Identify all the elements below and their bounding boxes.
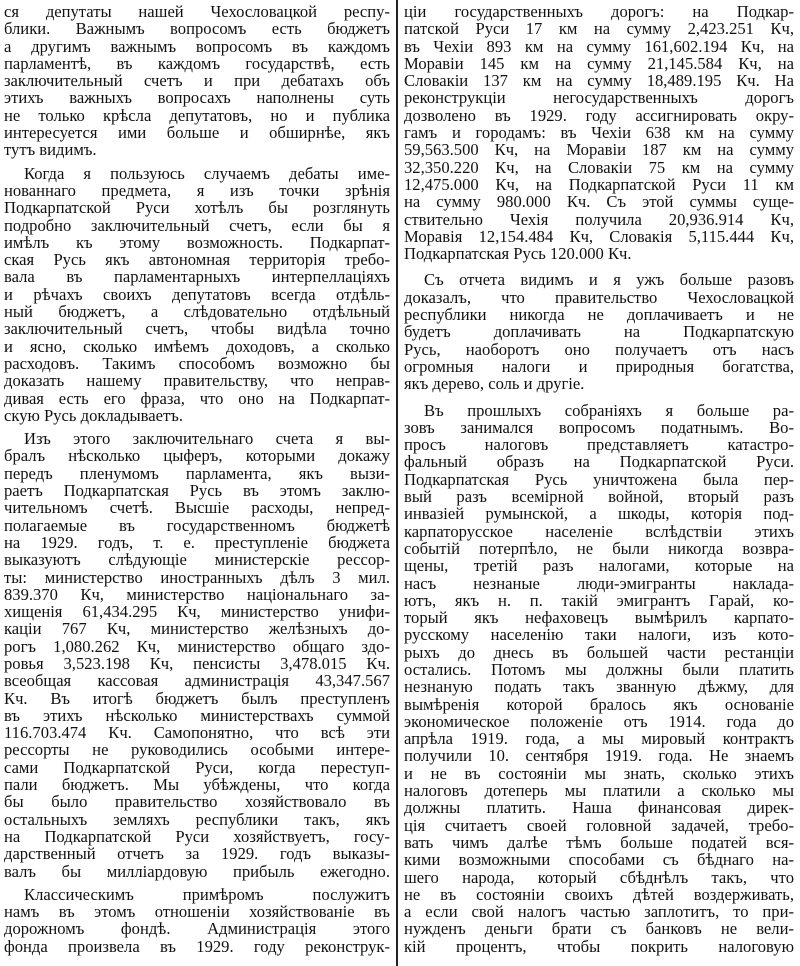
text-line: на 1929. годъ, т. е. преступленіе бюджета xyxy=(4,532,390,552)
text-line: дивая есть его фраза, что оно на Подкарпат- xyxy=(4,388,390,408)
text-line: незнаную подать такъ званную дѣжму, для xyxy=(404,677,794,697)
text-line: 839.370 Кч, министерство національнаго за- xyxy=(4,584,390,604)
text-line: заключительный счетъ, чтобы видѣла точно xyxy=(4,319,390,339)
text-line: ствительно Чехія получила 20,936.914 Кч, xyxy=(404,209,794,229)
text-line: Подкарпатская Русь 120.000 Кч. xyxy=(404,244,632,264)
text-line: на Подкарпатской Руси хозяйствуетъ, госу- xyxy=(4,826,390,846)
text-line: Моравіи 145 км на сумму 21,145.584 Кч, на xyxy=(404,53,794,73)
text-line: инвазіей румынской, а шкоды, которія под- xyxy=(404,504,794,524)
text-line: фонда произвела въ 1929. году реконструк- xyxy=(4,936,390,956)
text-line: парламентѣ, въ каждомъ государствѣ, есть xyxy=(4,53,390,73)
paragraph xyxy=(4,886,390,955)
text-line: передъ пленумомъ парламента, якъ вызи- xyxy=(4,463,390,483)
text-line: не только крѣсла депутатовъ, но и публика xyxy=(4,105,390,125)
text-line: хищенія 61,434.295 Кч, министерство унифи- xyxy=(4,602,390,622)
text-line: расходовъ. Такимъ способомъ возможно бы xyxy=(4,353,390,373)
right-column xyxy=(404,3,794,955)
text-line: шего народа, который сбѣднѣлъ такъ, что xyxy=(404,867,794,887)
text-line: каціи 767 Кч, министерство желѣзныхъ до- xyxy=(4,619,390,639)
text-line: тутъ видимъ. xyxy=(4,140,97,160)
paragraph xyxy=(404,3,794,262)
text-line: въ этихъ нѣсколько министерствахъ суммой xyxy=(4,705,390,725)
text-line: и ясно, сколько имѣемъ доходовъ, а сколько xyxy=(4,336,390,356)
text-line: полагаемые въ государственномъ бюджетѣ xyxy=(4,515,390,535)
text-line: ся депутаты нашей Чехословацкой респу- xyxy=(4,2,390,21)
text-line: Моравія 12,154.484 Кч, Словакія 5,115.444 Кч, xyxy=(404,226,794,246)
text-line: ный бюджетъ, а слѣдовательно отдѣльный xyxy=(4,302,390,322)
text-line: бы было правительство хозяйствовало въ xyxy=(4,792,390,812)
text-line: русскому населенію таки налоги, изъ кото- xyxy=(404,625,794,645)
text-line: чительномъ счетѣ. Высшіе расходы, непред- xyxy=(4,498,390,518)
text-line: доказать нашему правительству, что неправ- xyxy=(4,371,390,391)
text-line: патской Руси 17 км на сумму 2,423.251 Кч, xyxy=(404,19,794,39)
text-line: въ Чехіи 893 км на сумму 161,602.194 Кч, на xyxy=(404,36,794,56)
text-line: всеобщая кассовая администрація 43,347.567 xyxy=(4,671,390,691)
text-line: кій процентъ, чтобы покрить налоговую xyxy=(404,936,794,956)
text-line: Русь, наоборотъ оно получаетъ отъ насъ xyxy=(404,339,794,359)
text-line: сами Подкарпатской Руси, когда переступ- xyxy=(4,757,390,777)
text-line: и не въ состояніи мы знать, сколько этихъ xyxy=(404,763,794,783)
text-line: должны платить. Наша финансовая дирек- xyxy=(404,798,794,818)
text-line: налоговъ дотеперь мы платили а сколько мы xyxy=(404,781,794,801)
text-line: валъ бы милліардовую прибыль ежегодно. xyxy=(4,861,390,881)
text-line: скую Русь докладываетъ. xyxy=(4,405,184,425)
text-line: дозволено въ 1929. году ассигнировать окру- xyxy=(404,105,794,125)
text-line: Подкарпатской Руси хотѣлъ бы розглянуть xyxy=(4,198,390,218)
text-line: выказуютъ слѣдующіе министерскіе рессор- xyxy=(4,550,390,570)
text-line: Кч. Въ итогѣ бюджетъ былъ преступленъ xyxy=(4,688,390,708)
paragraph xyxy=(4,165,390,424)
text-line: ютъ, якъ н. п. такій эмигрантъ Гарай, ко- xyxy=(404,590,794,610)
text-line: Подкарпатская Русь уничтожена была пер- xyxy=(404,469,794,489)
text-line: Словакіи 137 км на сумму 18,489.195 Кч. На xyxy=(404,71,794,91)
text-line: ская Русь якъ автономная территорія требо- xyxy=(4,250,390,270)
text-line: интересуется ими больше и обширнѣе, якъ xyxy=(4,123,390,143)
text-line: гамъ и городамъ: въ Чехіи 638 км на сумму xyxy=(404,123,794,143)
text-line: 12,475.000 Кч, на Подкарпатской Руси 11 км xyxy=(404,174,794,194)
text-line: рыхъ до днесь въ большей части рестанціи xyxy=(404,642,794,662)
paragraph xyxy=(4,430,390,880)
text-line: блики. Важнымъ вопросомъ есть бюджетъ xyxy=(4,19,390,39)
text-line: ты: министерство иностранныхъ дѣлъ 3 мил. xyxy=(4,567,390,587)
text-line: на сумму 980.000 Кч. Съ этой суммы суще- xyxy=(404,192,794,212)
text-line: намъ въ этомъ отношеніи хозяйствованіе въ xyxy=(4,902,390,922)
text-line: Съ отчета видимъ и я ужъ больше разовъ xyxy=(424,270,794,290)
paragraph xyxy=(4,3,390,159)
text-line: огромныя налоги и природныя богатства, xyxy=(404,356,794,376)
text-line: остальныхъ земляхъ республики такъ, якъ xyxy=(4,809,390,829)
text-line: 116.703.474 Кч. Самопонятно, что всѣ эти xyxy=(4,723,390,743)
text-line: нованнаго предмета, я изъ точки зрѣнія xyxy=(4,180,390,200)
text-line: вать чимъ далѣе тѣмъ больше податей вся- xyxy=(404,832,794,852)
text-line: вый разъ всемірной войной, вторый разъ xyxy=(404,487,794,507)
text-line: якъ дерево, соль и другіе. xyxy=(404,374,585,394)
text-line: Классическимъ примѣромъ послужитъ xyxy=(24,884,390,904)
text-line: подробно заключительный счетъ, если бы я xyxy=(4,215,390,235)
text-line: 59,563.500 Кч, на Моравіи 187 км на сумму xyxy=(404,140,794,160)
text-line: вала въ парламентарныхъ интерпеллаціяхъ xyxy=(4,267,390,287)
text-line: а если свой налогъ частью заплотитъ, то при- xyxy=(404,902,794,922)
text-line: республики никогда не доплачиваетъ и не xyxy=(404,305,794,325)
text-line: раетъ Подкарпатская Русь въ этомъ заклю- xyxy=(4,481,390,501)
text-line: рессорты не руководились особыми интере- xyxy=(4,740,390,760)
text-line: ровья 3,523.198 Кч, пенсисты 3,478.015 Кч. xyxy=(4,653,390,673)
text-line: щены, третій разъ налогами, которые на xyxy=(404,556,794,576)
paragraph xyxy=(404,402,794,956)
text-line: ція считаетъ своей головной задачей, требо- xyxy=(404,815,794,835)
text-line: экономическое положеніе отъ 1914. года до xyxy=(404,711,794,731)
text-line: пали бюджетъ. Мы убѣждены, что когда xyxy=(4,775,390,795)
text-line: фальный образъ на Подкарпатской Руси. xyxy=(404,452,794,472)
text-line: доказалъ, что правительство Чехословацкой xyxy=(404,287,794,307)
text-line: реконструкціи негосударственныхъ дорогъ xyxy=(404,88,794,108)
column-divider xyxy=(396,0,398,966)
text-line: рогъ 1,080.262 Кч, министерство общаго здо- xyxy=(4,636,390,656)
text-line: и рѣчахъ своихъ депутатовъ всегда отдѣль- xyxy=(4,284,390,304)
text-line: кими возможными способами съ бѣднаго на- xyxy=(404,850,794,870)
text-line: событій потерпѣло, не были никогда возвра- xyxy=(404,538,794,558)
text-line: 32,350.220 Кч, на Словакіи 75 км на сумму xyxy=(404,157,794,177)
text-line: нужденъ деньги брати съ банковъ не вели- xyxy=(404,919,794,939)
text-line: остались. Потомъ мы должны были платить xyxy=(404,659,794,679)
text-line: насъ незнаные люди-эмигранты наклада- xyxy=(404,573,794,593)
text-line: не въ состояніи своихъ дѣтей воздерживать, xyxy=(404,884,794,904)
text-line: вымѣренія которой бралось якъ основаніе xyxy=(404,694,794,714)
text-line: этихъ важныхъ вопросахъ наполнены суть xyxy=(4,88,390,108)
text-line: апрѣла 1919. года, а мы мировый контрактъ xyxy=(404,729,794,749)
text-line: ціи государственныхъ дорогъ: на Подкар- xyxy=(404,2,794,21)
text-line: зовъ занимался вопросомъ податнымъ. Во- xyxy=(404,417,794,437)
text-line: просъ налоговъ представляетъ катастро- xyxy=(404,435,794,455)
paragraph xyxy=(404,271,794,392)
left-column xyxy=(4,3,390,955)
text-line: дарственный отчетъ за 1929. годъ выказы- xyxy=(4,844,390,864)
text-line: имѣлъ къ этому возможность. Подкарпат- xyxy=(4,232,390,252)
text-line: бралъ нѣсколько цыферъ, которыми докажу xyxy=(4,446,390,466)
text-line: получили 10. сентября 1919. года. Не знаемъ xyxy=(404,746,794,766)
text-line: карпаторусское населеніе вслѣдствіи этихъ xyxy=(404,521,794,541)
text-line: Когда я пользуюсь случаемъ дебаты име- xyxy=(24,163,390,183)
text-line: Въ прошлыхъ собраніяхъ я больше ра- xyxy=(424,400,794,420)
text-line: будетъ доплачивать на Подкарпатскую xyxy=(404,322,794,342)
text-line: а другимъ важнымъ вопросомъ въ каждомъ xyxy=(4,36,390,56)
text-line: заключительный счетъ и при дебатахъ объ xyxy=(4,71,390,91)
text-line: торый якъ нефаховецъ вымѣрилъ карпато- xyxy=(404,608,794,628)
text-line: Изъ этого заключительнаго счета я вы- xyxy=(24,429,390,449)
text-line: дорожномъ фондѣ. Администрація этого xyxy=(4,919,390,939)
